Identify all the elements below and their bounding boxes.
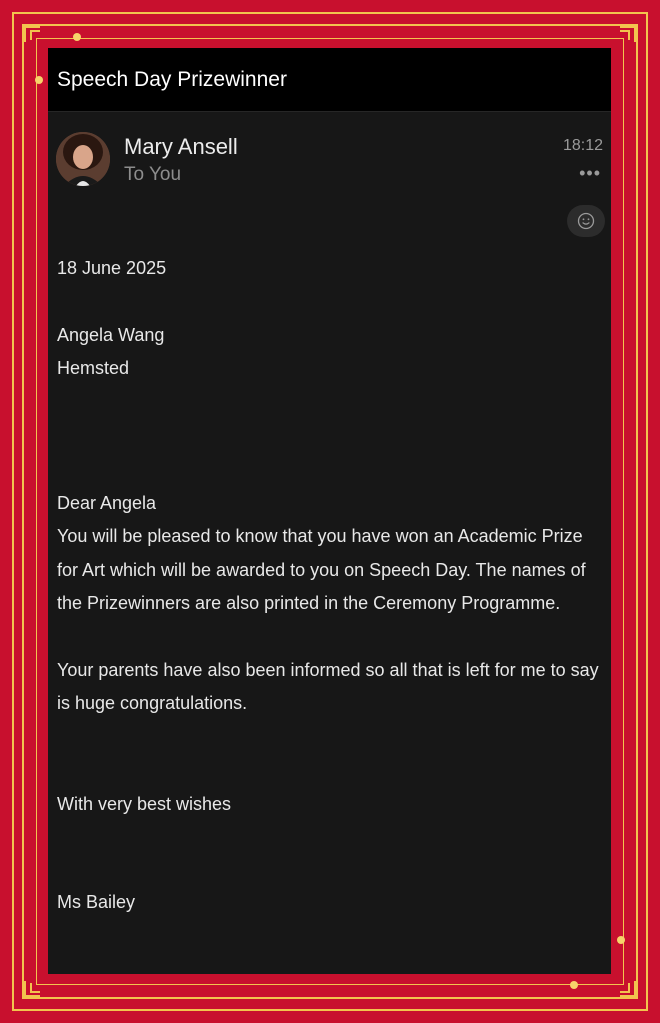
avatar-portrait-icon (56, 132, 110, 186)
letter-signature: Ms Bailey (57, 892, 136, 912)
frame-corner-ornament (30, 30, 40, 40)
letter-greeting: Dear Angela (57, 492, 157, 513)
add-reaction-button[interactable] (567, 205, 605, 237)
sender-name[interactable]: Mary Ansell (124, 134, 238, 159)
letter-paragraph: Your parents have also been informed so all that is left for me to say is huge congratulations. (57, 659, 599, 713)
frame-dot (617, 936, 625, 944)
frame-dot (570, 981, 578, 989)
sender-header (48, 112, 611, 252)
subject-bar (48, 48, 611, 112)
sent-time: 18:12 (562, 137, 603, 154)
more-horizontal-icon[interactable]: ••• (579, 163, 601, 183)
frame-corner-ornament (30, 983, 40, 993)
email-body (48, 252, 611, 920)
letter-paragraph: You will be pleased to know that you have won an Academic Prize for Art which will be awarded to you on Speech Day. The names of the Prizewinners are also printed in the Ceremony Programme. (57, 526, 586, 613)
email-card (48, 48, 611, 974)
recipient-label: To You (124, 164, 182, 185)
letter-closing: With very best wishes (57, 793, 232, 814)
sender-avatar[interactable] (56, 132, 110, 186)
smiley-icon (577, 212, 595, 230)
frame-dot (73, 33, 81, 41)
addressee-name: Angela Wang (57, 324, 165, 345)
frame-dot (35, 76, 43, 84)
email-subject: Speech Day Prizewinner (57, 67, 287, 91)
frame-corner-ornament (620, 983, 630, 993)
letter-date: 18 June 2025 (57, 258, 167, 278)
addressee-house: Hemsted (57, 358, 130, 378)
frame-corner-ornament (620, 30, 630, 40)
